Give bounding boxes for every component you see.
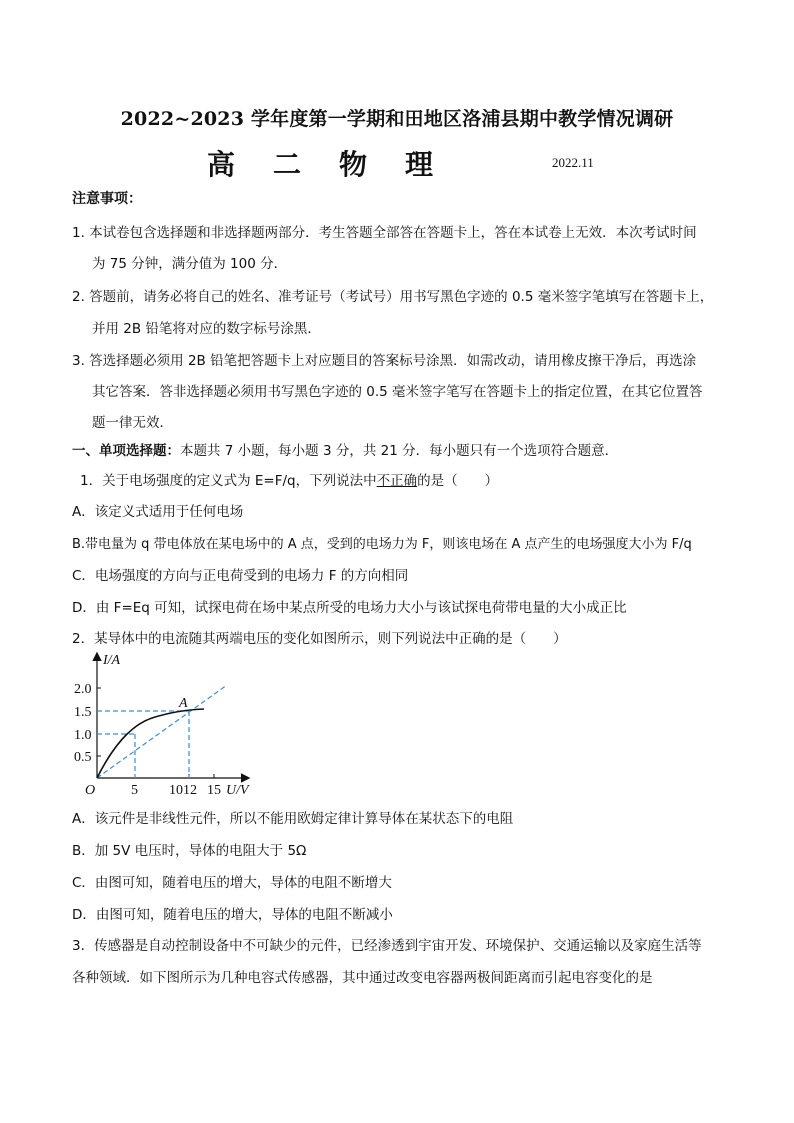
subject-char: 二 xyxy=(273,148,302,181)
q1-stem-after: 的是（ ） xyxy=(417,473,499,489)
y-axis-label: I/A xyxy=(103,653,121,668)
subject-title xyxy=(207,143,471,183)
subject-char: 理 xyxy=(405,148,434,181)
section-rest: 本题共 7 小题，每小题 3 分，共 21 分．每小题只有一个选项符合题意． xyxy=(180,443,619,459)
iu-curve xyxy=(97,709,204,778)
notice-line: 1. 本试卷包含选择题和非选择题两部分．考生答题全部答在答题卡上，答在本试卷上无效．本次考试时间 xyxy=(72,225,697,241)
section-heading xyxy=(72,439,618,459)
section-label: 一、单项选择题： xyxy=(72,443,180,459)
exam-date: 2022.11 xyxy=(552,155,594,170)
q2-option: D．由图可知，随着电压的增大，导体的电阻不断减小 xyxy=(72,907,393,923)
q2-stem: 2．某导体中的电流随其两端电压的变化如图所示，则下列说法中正确的是（ ） xyxy=(72,631,567,647)
notice-line: 其它答案．答非选择题必须用书写黑色字迹的 0.5 毫米签字笔写在答题卡上的指定位置，在其它位置答 xyxy=(92,384,703,400)
y-tick-label: 1.5 xyxy=(74,705,92,720)
q1-stem-before: 1．关于电场强度的定义式为 E=F/q，下列说法中 xyxy=(80,473,377,489)
notice-line: 2. 答题前，请务必将自己的姓名、准考证号（考试号）用书写黑色字迹的 0.5 毫米签字笔填写在答题卡上， xyxy=(72,289,714,305)
dashed-line-origin-a xyxy=(97,685,227,778)
iu-graph xyxy=(72,648,262,798)
subject-char: 高 xyxy=(207,148,236,181)
origin-label: O xyxy=(85,783,96,798)
q1-option: B.带电量为 q 带电体放在某电场中的 A 点，受到的电场力为 F，则该电场在 A 点产生的电场强度大小为 F/q xyxy=(72,537,692,552)
q2-option: A．该元件是非线性元件，所以不能用欧姆定律计算导体在某状态下的电阻 xyxy=(72,811,514,827)
x-tick-label: 15 xyxy=(207,783,221,798)
y-tick-label: 2.0 xyxy=(74,682,92,697)
exam-title: 2022~2023 学年度第一学期和田地区洛浦县期中教学情况调研 xyxy=(120,108,674,130)
q1-stem xyxy=(80,469,498,489)
q1-option: C．电场强度的方向与正电荷受到的电场力 F 的方向相同 xyxy=(72,568,409,584)
x-tick-label: 1012 xyxy=(169,783,197,798)
point-a-label: A xyxy=(179,696,188,711)
notice-line: 为 75 分钟，满分值为 100 分． xyxy=(92,256,288,272)
x-tick-label: 5 xyxy=(131,783,138,798)
notice-heading: 注意事项： xyxy=(72,191,142,207)
q1-option: A．该定义式适用于任何电场 xyxy=(72,504,244,520)
q1-stem-underlined: 不正确 xyxy=(376,473,418,489)
x-axis-label: U/V xyxy=(226,783,249,798)
notice-line: 并用 2B 铅笔将对应的数字标号涂黑． xyxy=(92,321,321,337)
y-tick-label: 0.5 xyxy=(74,750,92,765)
subject-char: 物 xyxy=(339,148,368,181)
notice-line: 题一律无效． xyxy=(92,415,173,431)
q2-option: C．由图可知，随着电压的增大，导体的电阻不断增大 xyxy=(72,875,392,891)
q2-option: B．加 5V 电压时，导体的电阻大于 5Ω xyxy=(72,843,307,859)
q3-line: 3．传感器是自动控制设备中不可缺少的元件，已经渗透到宇宙开发、环境保护、交通运输以及家庭生活等 xyxy=(72,938,702,954)
y-tick-label: 1.0 xyxy=(74,728,92,743)
q3-line: 各种领域．如下图所示为几种电容式传感器，其中通过改变电容器两极间距离而引起电容变化的是 xyxy=(72,970,653,986)
q1-option: D．由 F=Eq 可知，试探电荷在场中某点所受的电场力大小与该试探电荷带电量的大小成正比 xyxy=(72,600,627,616)
notice-line: 3. 答选择题必须用 2B 铅笔把答题卡上对应题目的答案标号涂黑．如需改动，请用橡皮擦干净后，再选涂 xyxy=(72,353,697,369)
